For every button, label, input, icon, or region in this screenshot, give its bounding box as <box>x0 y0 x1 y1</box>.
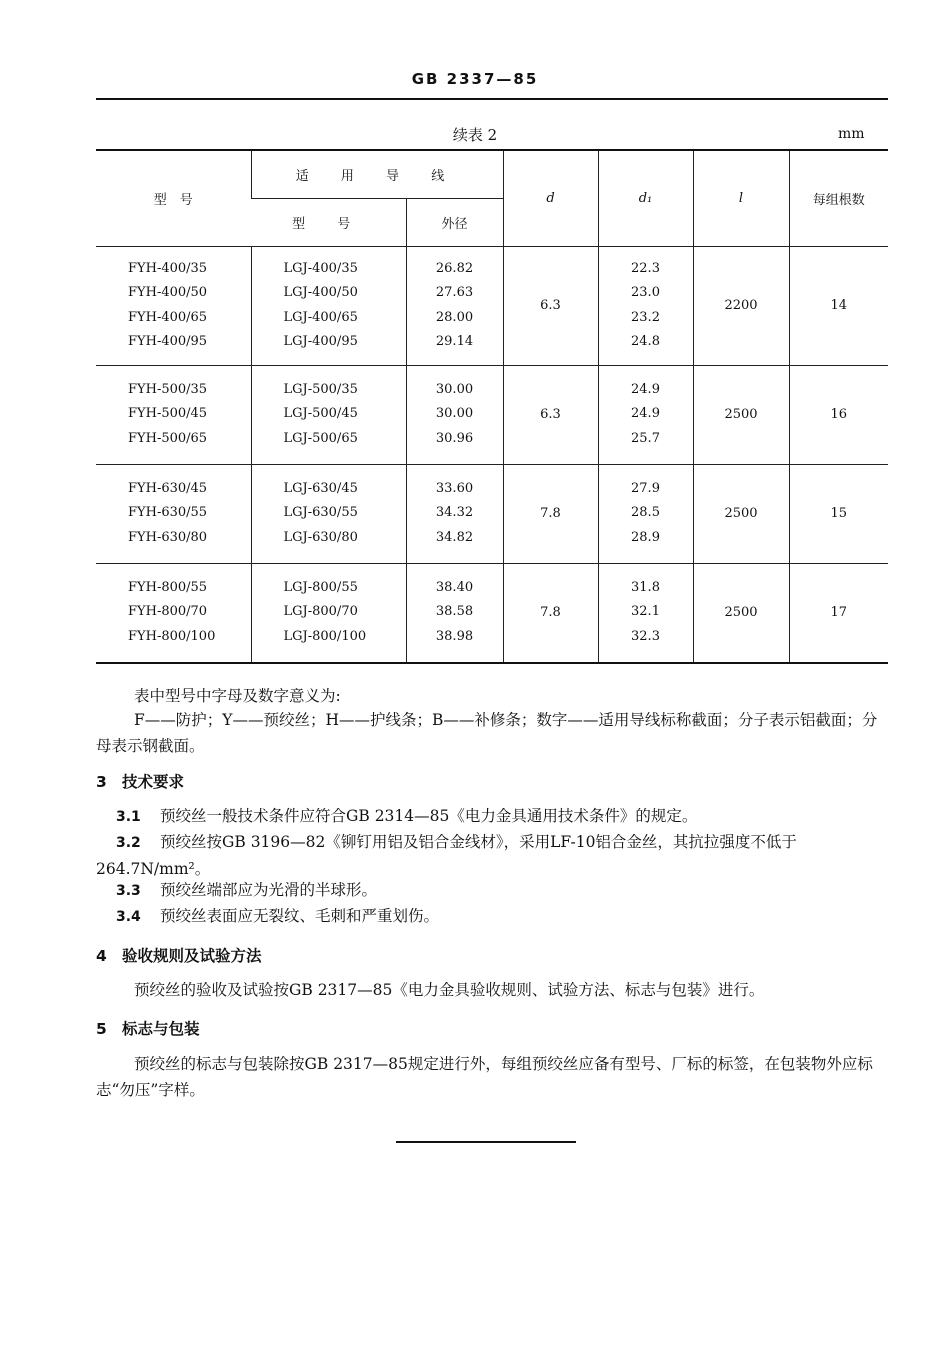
clause-3-1: 3.1 预绞丝一般技术条件应符合GB 2314—85《电力金具通用技术条件》的规定。 <box>116 807 698 825</box>
header-outer-diameter: 外径 <box>406 198 503 246</box>
header-applicable-conductor: 适 用 导 线 <box>251 150 503 198</box>
header-rule <box>96 98 888 100</box>
count-cell: 14 <box>789 246 888 365</box>
clause-3-4: 3.4 预绞丝表面应无裂纹、毛刺和严重划伤。 <box>116 907 440 925</box>
outer-diameter-cell: 26.82 27.63 28.00 29.14 <box>406 246 503 365</box>
section-4-heading: 4 验收规则及试验方法 <box>96 947 262 965</box>
l-cell: 2500 <box>693 365 789 464</box>
conductor-cell: LGJ-800/55 LGJ-800/70 LGJ-800/100 <box>251 563 406 663</box>
table-caption: 续表 2 <box>452 126 498 144</box>
d-cell: 7.8 <box>503 464 598 563</box>
section-5-paragraph: 预绞丝的标志与包装除按GB 2317—85规定进行外，每组预绞丝应备有型号、厂标的标签，在包装物外应标志“勿压”字样。 <box>96 1055 873 1099</box>
header-per-group-count: 每组根数 <box>789 150 888 246</box>
header-model: 型 号 <box>96 150 251 246</box>
table-row <box>96 464 888 563</box>
section-4-paragraph: 预绞丝的验收及试验按GB 2317—85《电力金具验收规则、试验方法、标志与包装》进行。 <box>134 981 765 999</box>
section-3-heading: 3 技术要求 <box>96 773 185 791</box>
outer-diameter-cell: 38.40 38.58 38.98 <box>406 563 503 663</box>
outer-diameter-cell: 30.00 30.00 30.96 <box>406 365 503 464</box>
note-body: F——防护；Y——预绞丝；H——护线条；B——补修条；数字——适用导线标称截面；分子表示铝截面；分母表示钢截面。 <box>96 711 878 755</box>
d1-cell: 24.9 24.9 25.7 <box>598 365 693 464</box>
table-row <box>96 563 888 663</box>
clause-3-2: 3.2 预绞丝按GB 3196—82《铆钉用铝及铝合金线材》，采用LF-10铝合金丝，其抗拉强度不低于264.7N/mm²。 <box>96 833 797 878</box>
header-l: l <box>693 150 789 246</box>
end-rule <box>396 1141 576 1143</box>
table-unit: mm <box>838 126 865 142</box>
model-cell: FYH-800/55 FYH-800/70 FYH-800/100 <box>128 579 216 644</box>
count-cell: 17 <box>789 563 888 663</box>
d-cell: 6.3 <box>503 246 598 365</box>
model-cell: FYH-630/45 FYH-630/55 FYH-630/80 <box>128 480 208 545</box>
l-cell: 2500 <box>693 464 789 563</box>
spec-table <box>96 149 888 664</box>
d-cell: 6.3 <box>503 365 598 464</box>
conductor-cell: LGJ-630/45 LGJ-630/55 LGJ-630/80 <box>251 464 406 563</box>
clause-3-3: 3.3 预绞丝端部应为光滑的半球形。 <box>116 881 378 899</box>
d-cell: 7.8 <box>503 563 598 663</box>
model-cell: FYH-400/35 FYH-400/50 FYH-400/65 FYH-400/95 <box>128 260 208 349</box>
d1-cell: 31.8 32.1 32.3 <box>598 563 693 663</box>
count-cell: 16 <box>789 365 888 464</box>
count-cell: 15 <box>789 464 888 563</box>
d1-cell: 27.9 28.5 28.9 <box>598 464 693 563</box>
note-intro: 表中型号中字母及数字意义为: <box>134 687 341 705</box>
l-cell: 2200 <box>693 246 789 365</box>
l-cell: 2500 <box>693 563 789 663</box>
conductor-cell: LGJ-400/35 LGJ-400/50 LGJ-400/65 LGJ-400/95 <box>251 246 406 365</box>
header-conductor-model: 型 号 <box>251 198 406 246</box>
table-row <box>96 246 888 365</box>
conductor-cell: LGJ-500/35 LGJ-500/45 LGJ-500/65 <box>251 365 406 464</box>
outer-diameter-cell: 33.60 34.32 34.82 <box>406 464 503 563</box>
header-d: d <box>503 150 598 246</box>
model-cell: FYH-500/35 FYH-500/45 FYH-500/65 <box>128 381 208 446</box>
standard-code-header: GB 2337—85 <box>411 70 539 88</box>
d1-cell: 22.3 23.0 23.2 24.8 <box>598 246 693 365</box>
header-d1: d₁ <box>598 150 693 246</box>
table-row <box>96 365 888 464</box>
section-5-heading: 5 标志与包装 <box>96 1020 200 1038</box>
